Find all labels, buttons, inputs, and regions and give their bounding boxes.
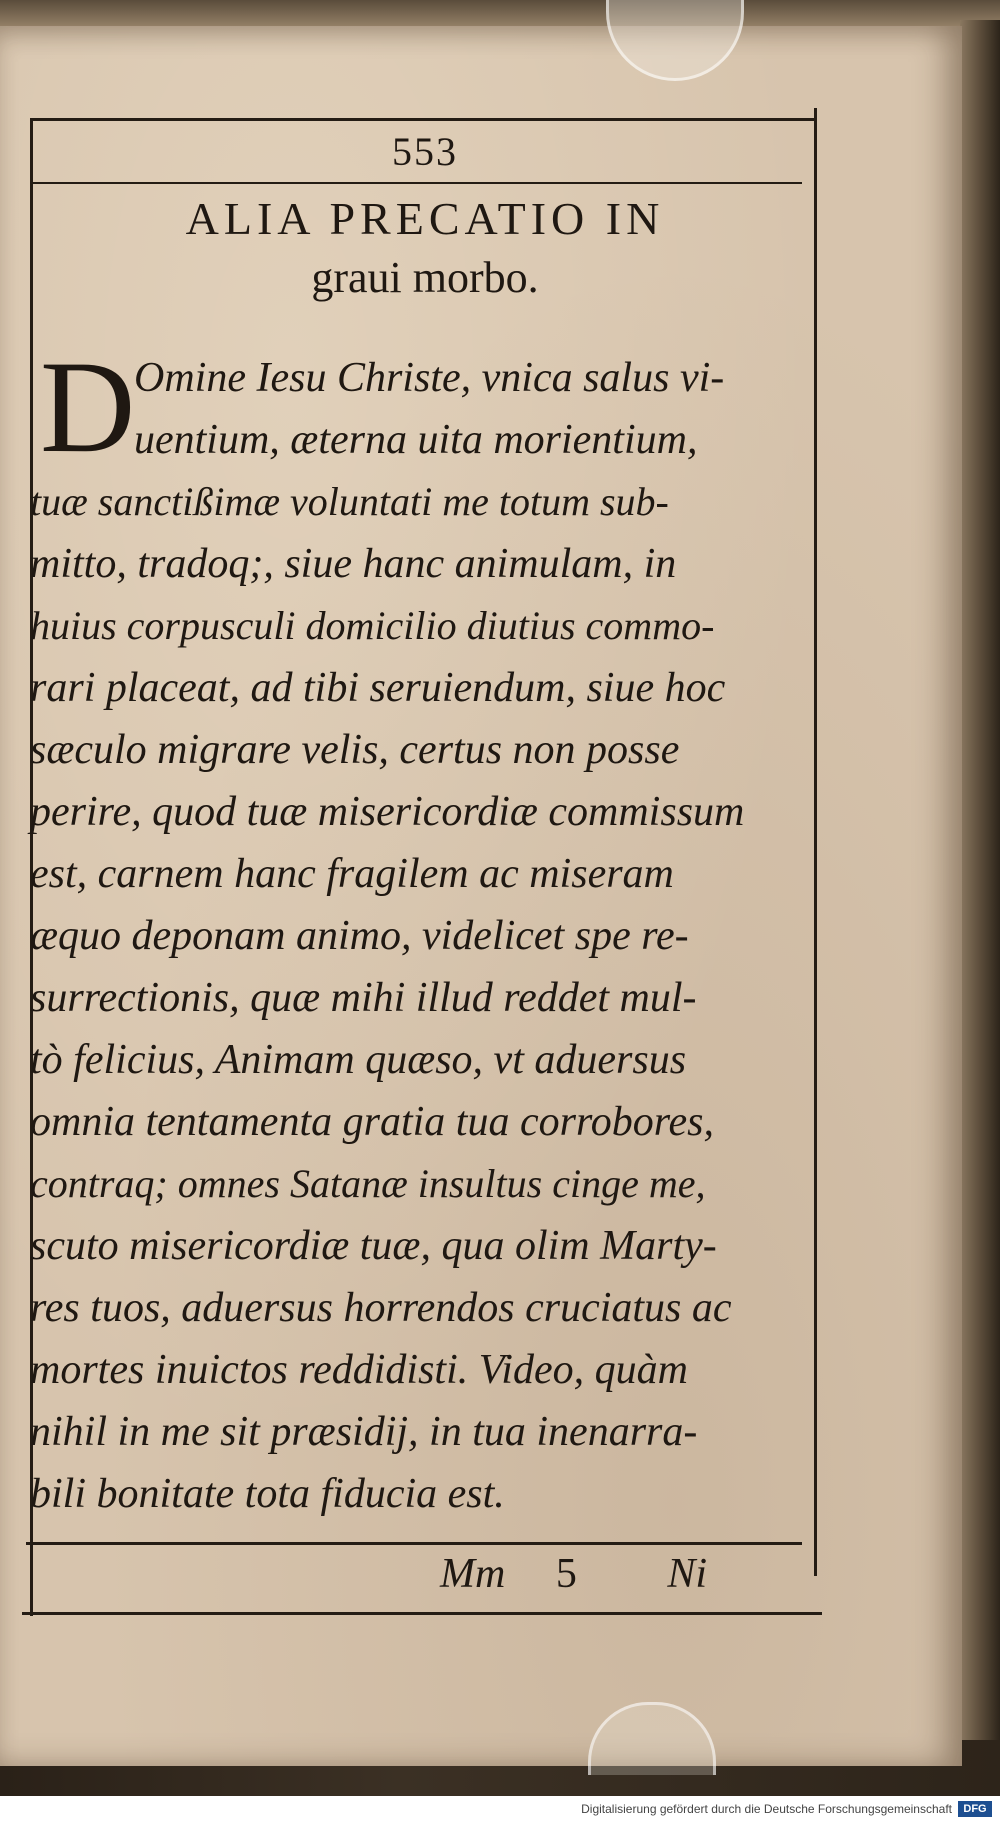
frame-rule-right bbox=[814, 108, 817, 1576]
prayer-subtitle: graui morbo. bbox=[311, 253, 539, 302]
footer-credit: Digitalisierung gefördert durch die Deutsche Forschungsgemeinschaft bbox=[581, 1802, 952, 1816]
text-line: contraq; omnes Satanæ insultus cinge me, bbox=[30, 1161, 706, 1206]
page-edge-right bbox=[960, 20, 1000, 1740]
signature-mark: Mm bbox=[440, 1551, 506, 1597]
text-line: Omine Iesu Christe, vnica salus vi- bbox=[134, 355, 725, 401]
frame-rule-under-folio bbox=[32, 182, 802, 184]
text-line: surrectionis, quæ mihi illud reddet mul- bbox=[30, 975, 697, 1021]
text-line: est, carnem hanc fragilem ac miseram bbox=[30, 851, 674, 897]
signature-line bbox=[440, 1550, 820, 1598]
text-line: scuto misericordiæ tuæ, qua olim Marty- bbox=[30, 1223, 717, 1269]
frame-rule-top bbox=[32, 118, 816, 121]
text-line: tuæ sanctißimæ voluntati me totum sub- bbox=[30, 479, 669, 524]
drop-cap-initial: D bbox=[40, 333, 136, 480]
frame-rule-bottom bbox=[26, 1542, 802, 1545]
text-line: huius corpusculi domicilio diutius commo- bbox=[30, 603, 715, 648]
signature-number: 5 bbox=[555, 1551, 577, 1597]
frame-rule-base bbox=[22, 1612, 822, 1615]
text-line: rari placeat, ad tibi seruiendum, siue hoc bbox=[30, 665, 726, 711]
text-line: tò felicius, Animam quæso, vt aduersus bbox=[30, 1037, 687, 1083]
text-line: omnia tentamenta gratia tua corrobores, bbox=[30, 1099, 715, 1145]
text-line: mitto, tradoq;, siue hanc animulam, in bbox=[30, 541, 677, 587]
text-line: sæculo migrare velis, certus non posse bbox=[30, 727, 680, 773]
page-number: 553 bbox=[392, 129, 458, 174]
text-line: mortes inuictos reddidisti. Video, quàm bbox=[30, 1347, 688, 1393]
text-line: res tuos, aduersus horrendos cruciatus ac bbox=[30, 1285, 732, 1331]
text-line: bili bonitate tota fiducia est. bbox=[30, 1471, 505, 1517]
text-line: æquo deponam animo, videlicet spe re- bbox=[30, 913, 689, 959]
text-line: uentium, æterna uita morientium, bbox=[134, 417, 698, 463]
prayer-title: ALIA PRECATIO IN bbox=[185, 193, 665, 244]
dfg-logo-icon: DFG bbox=[958, 1801, 992, 1817]
text-line: perire, quod tuæ misericordiæ commissum bbox=[30, 789, 745, 835]
text-line: nihil in me sit præsidij, in tua inenarra- bbox=[30, 1409, 698, 1455]
catchword: Ni bbox=[667, 1551, 708, 1597]
